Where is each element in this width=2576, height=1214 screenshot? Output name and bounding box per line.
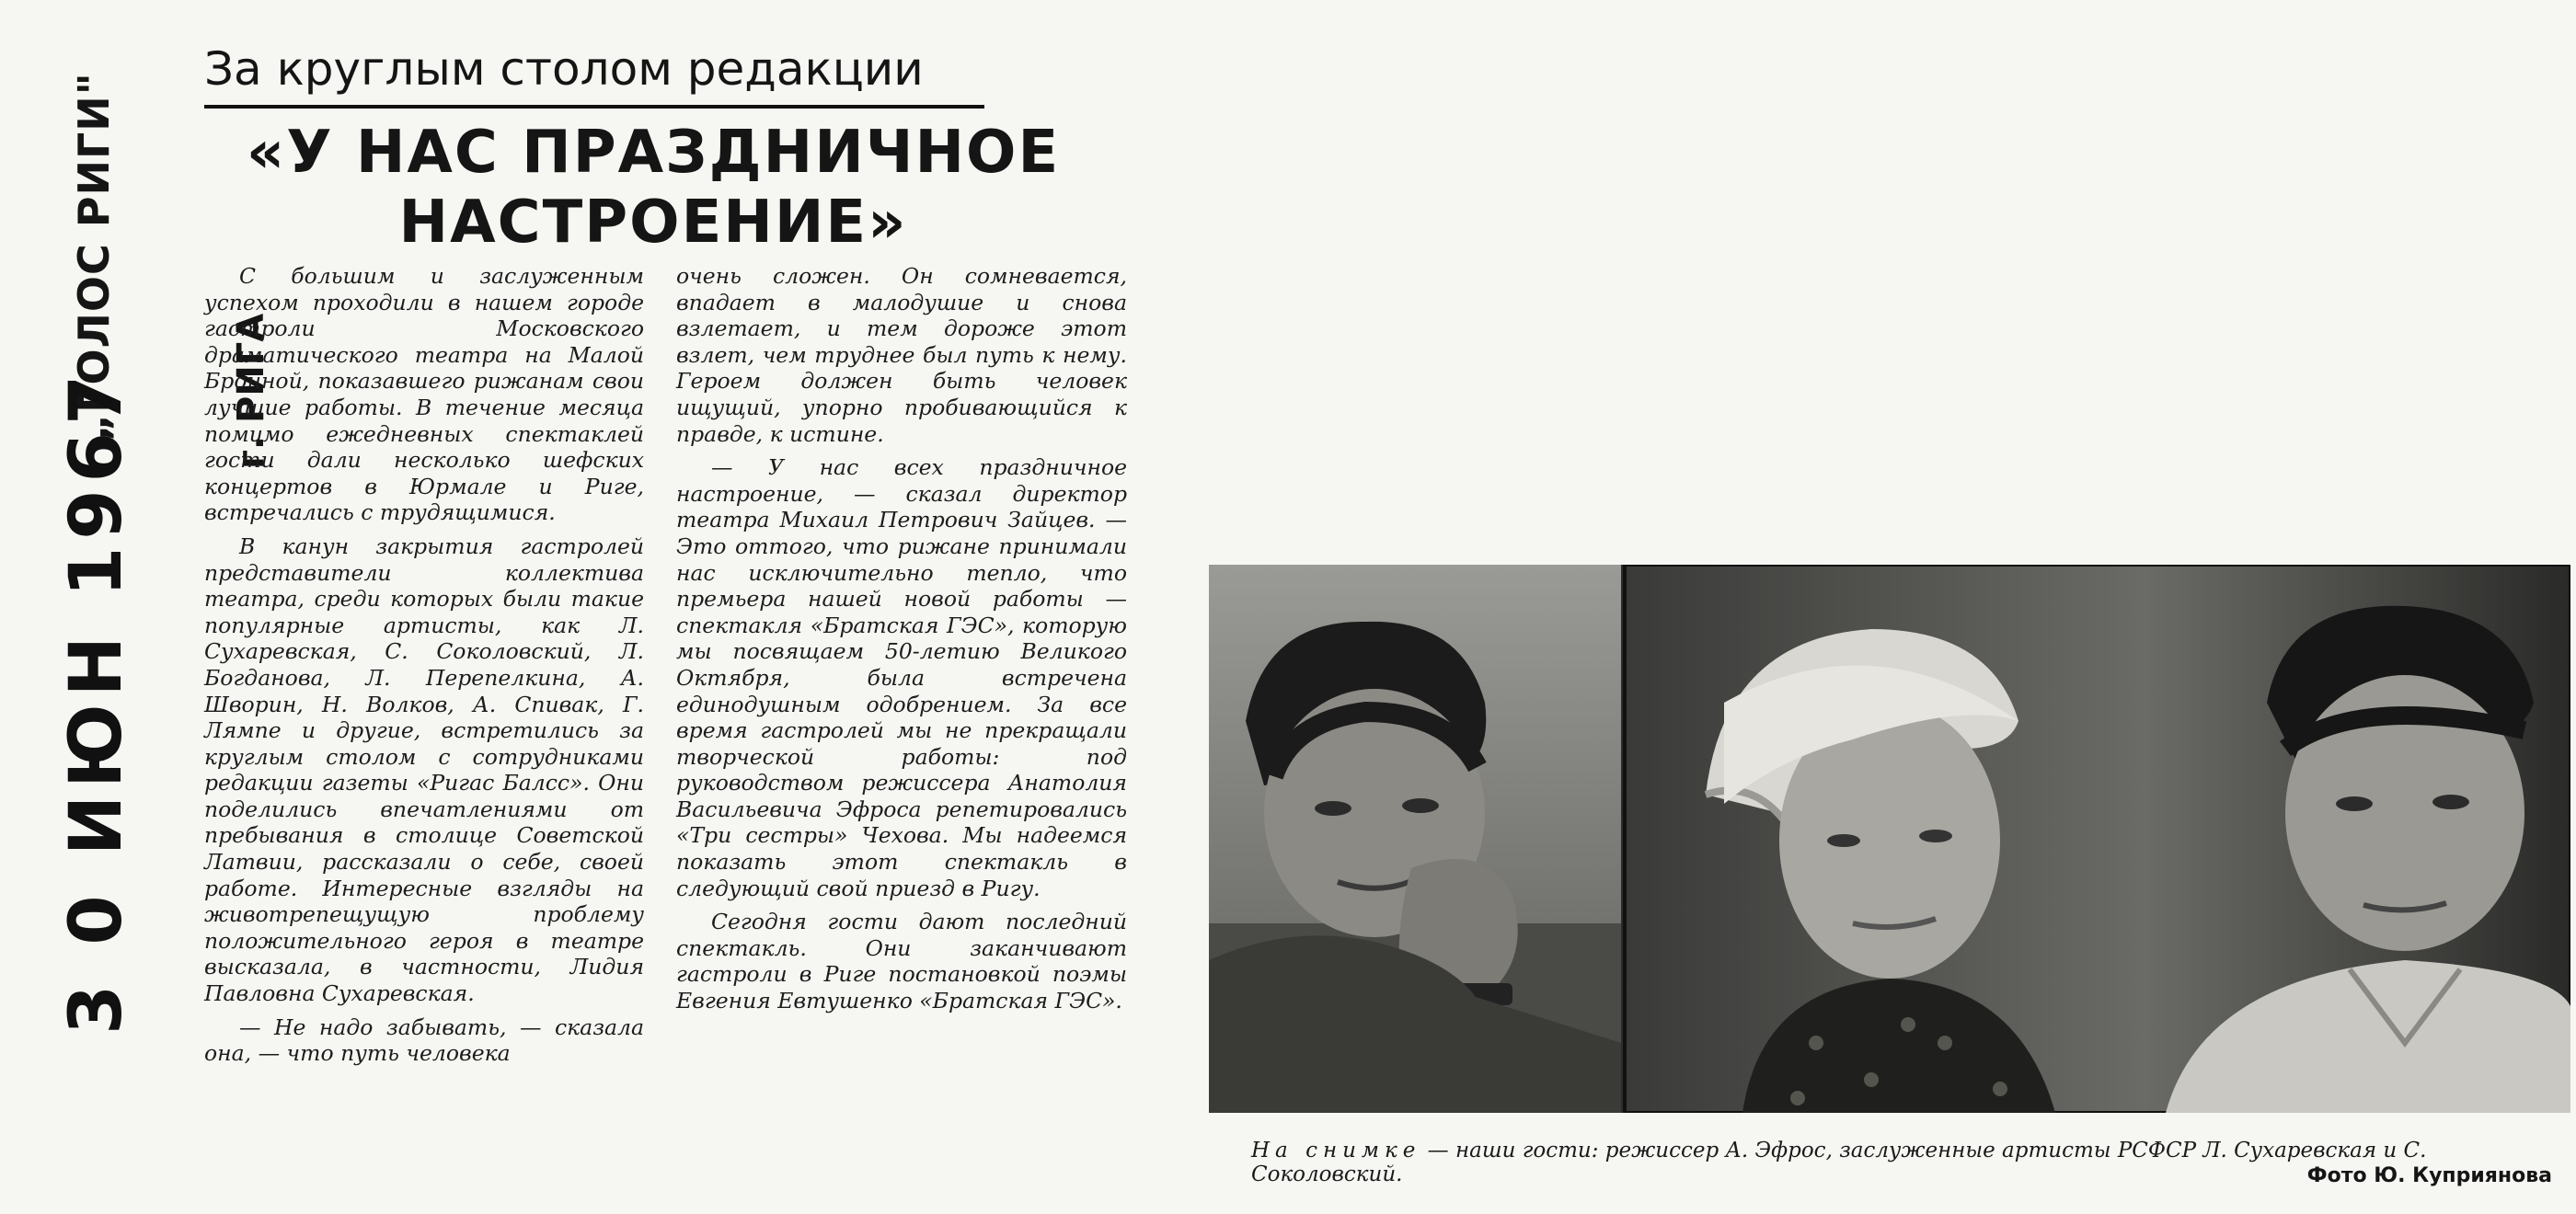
caption-lead: На снимке [1251, 1139, 1421, 1162]
paragraph: Сегодня гости дают последний спектакль. Они заканчивают гастроли в Риге постановкой поэмы Евгения Евтушенко «Братская ГЭС». [676, 909, 1127, 1014]
photo-illustration [1209, 565, 2570, 1113]
headline-line-1: «У НАС ПРАЗДНИЧНОЕ [246, 119, 1061, 187]
article-headline [221, 118, 1086, 258]
paragraph: С большим и заслуженным успехом проходили в нашем городе гастроли Московского драматического театра на Малой Бронной, показавшего рижанам свои лучшие работы. В течение месяца помимо ежедневных спектаклей гости дали несколько шефских концертов в Юрмале и Риге, встречались с трудящимися. [204, 263, 644, 526]
city-name: г. РИГА [230, 313, 272, 469]
headline-line-2: НАСТРОЕНИЕ» [398, 189, 908, 257]
paragraph: В канун закрытия гастролей представители коллектива театра, среди которых были такие популярные артисты, как Л. Сухаревская, С. Соколовский, Л. Богданова, Л. Перепелкина, А. Шворин, Н. Волков, А. Спивак, Г. Лямпе и другие, встретились за круглым столом с сотрудниками редакции газеты «Ригас Балсс». Они поделились впечатлениями от пребывания в столице Советской Латвии, рассказали о себе, своей работе. Интересные взгляды на животрепещущую проблему положительного героя в театре высказала, в частности, Лидия Павловна Сухаревская. [204, 533, 644, 1007]
paragraph: — У нас всех праздничное настроение, — сказал директор театра Михаил Петрович Зайцев. — Это оттого, что рижане принимали нас исключительно тепло, что премьера нашей новой работы — спектакля «Братская ГЭС», которую мы посвящаем 50-летию Великого Октября, была встречена единодушным одобрением. За все время гастролей мы не прекращали творческой работы: под руководством режиссера Анатолия Васильевича Эфроса репетировались «Три сестры» Чехова. Мы надеемся показать этот спектакль в следующий свой приезд в Ригу. [676, 454, 1127, 901]
article-column-2 [676, 263, 1127, 1022]
date-stamp: 3 0 ИЮН 1967 [55, 367, 138, 1035]
caption-text: — наши гости: режиссер А. Эфрос, заслуженные артисты РСФСР Л. Сухаревская и С. Соколовский. [1251, 1139, 2427, 1186]
news-photo [1209, 565, 2570, 1113]
newspaper-name: „ГОЛОС РИГИ" [69, 72, 119, 441]
photo-credit: Фото Ю. Куприянова [2306, 1164, 2552, 1187]
paragraph: очень сложен. Он сомневается, впадает в малодушие и снова взлетает, и тем дороже этот взлет, чем труднее был путь к нему. Героем должен быть человек ищущий, упорно пробивающийся к правде, к истине. [676, 263, 1127, 447]
rubric-heading: За круглым столом редакции [204, 37, 984, 109]
paragraph: — Не надо забывать, — сказала она, — что путь человека [204, 1014, 644, 1067]
article-column-1 [204, 263, 644, 1074]
